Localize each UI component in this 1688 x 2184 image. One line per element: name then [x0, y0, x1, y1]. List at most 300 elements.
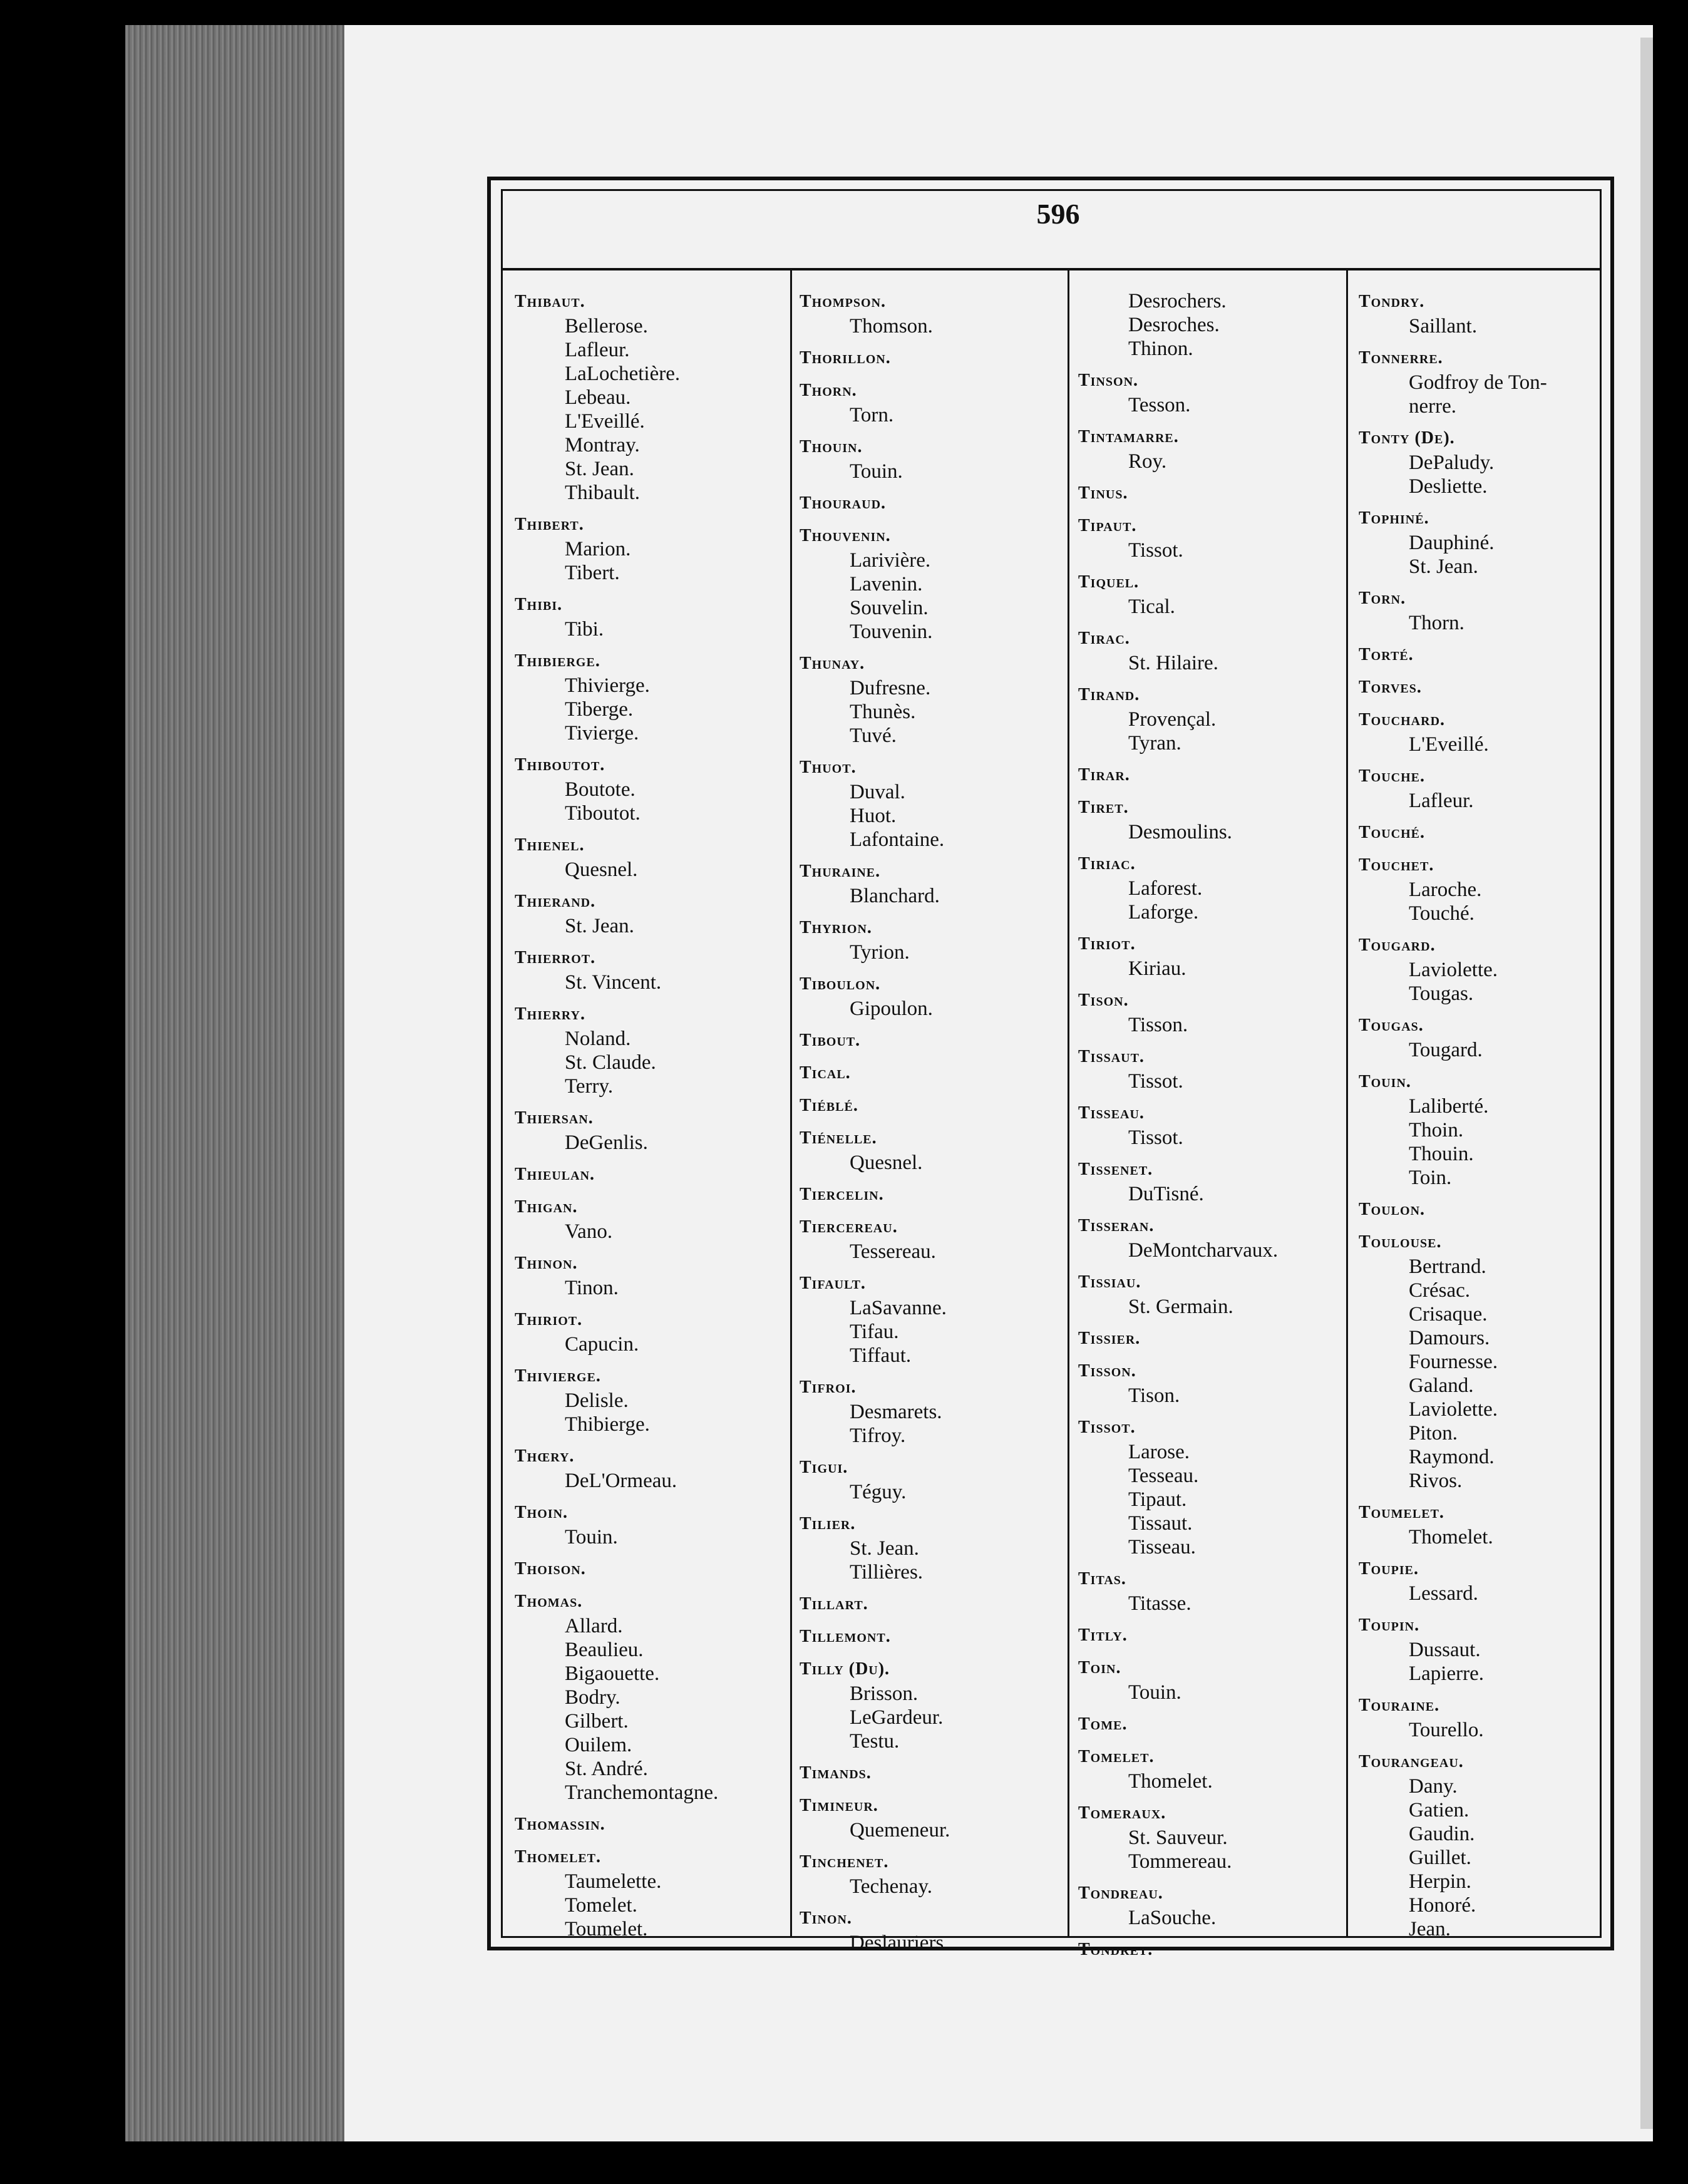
column-3: [1078, 289, 1354, 1970]
surname-entry: [1359, 426, 1597, 498]
variant-name: Laliberté.: [1409, 1095, 1489, 1118]
variant-name: Marion.: [565, 538, 631, 560]
surname-entry: [1078, 481, 1354, 506]
variant-name: Touin.: [850, 460, 903, 483]
variant-name: Lapierre.: [1409, 1662, 1484, 1685]
variant-name: Honoré.: [1409, 1894, 1476, 1917]
entry-spacer: [1078, 361, 1354, 368]
surname-heading: Toin.: [1078, 1658, 1121, 1677]
surname-entry: [1359, 764, 1597, 813]
variant-name: Larose.: [1128, 1441, 1190, 1463]
surname-entry: [1078, 763, 1354, 788]
surname-entry: [515, 1812, 790, 1837]
variant-name: Fournesse.: [1409, 1351, 1498, 1373]
surname-heading: Touchard.: [1359, 710, 1446, 729]
surname-entry: [1078, 1656, 1354, 1704]
variant-name: Touché.: [1409, 902, 1474, 925]
surname-heading: Tiéblé.: [800, 1096, 858, 1115]
surname-heading: Torves.: [1359, 677, 1422, 697]
variant-name: Tiberge.: [565, 698, 634, 721]
surname-heading: Touche.: [1359, 766, 1426, 786]
surname-entry: [1359, 1693, 1597, 1742]
surname-heading: Toupie.: [1359, 1559, 1419, 1579]
variant-name: Tissot.: [1128, 539, 1183, 562]
variant-name: Capucin.: [565, 1333, 639, 1356]
variant-name: Dany.: [1409, 1775, 1458, 1798]
variant-name: Herpin.: [1409, 1870, 1471, 1893]
surname-entry: [800, 1215, 1075, 1264]
variant-name: Tibi.: [565, 618, 604, 641]
surname-heading: Tome.: [1078, 1714, 1128, 1734]
surname-heading: Thibi.: [515, 595, 563, 614]
variant-name: Jean.: [1409, 1918, 1451, 1940]
surname-entry: [800, 1093, 1075, 1118]
page-number: 596: [1036, 198, 1080, 230]
surname-heading: Tophiné.: [1359, 508, 1429, 528]
surname-entry: [1078, 1415, 1354, 1559]
variant-name: LaLochetière.: [565, 363, 681, 385]
variant-name: Lessard.: [1409, 1582, 1478, 1605]
variant-name: Gatien.: [1409, 1799, 1469, 1821]
variant-name: Bodry.: [565, 1686, 620, 1709]
variant-name: Tissaut.: [1128, 1512, 1193, 1535]
surname-heading: Thomelet.: [515, 1847, 602, 1867]
variant-name: Lafontaine.: [850, 828, 945, 851]
variant-name: Thivierge.: [565, 674, 650, 697]
surname-heading: Tondret.: [1078, 1940, 1153, 1959]
surname-entry: [800, 1126, 1075, 1175]
surname-heading: Tintamarre.: [1078, 427, 1179, 446]
surname-entry: [515, 889, 790, 938]
variant-name: Desrochers.: [1128, 290, 1227, 312]
surname-entry: [1078, 1359, 1354, 1408]
variant-name: Tisseau.: [1128, 1536, 1196, 1558]
surname-entry: [1359, 1197, 1597, 1222]
variant-name: Tommereau.: [1128, 1850, 1232, 1873]
surname-entry: [515, 945, 790, 994]
surname-heading: Thorn.: [800, 381, 857, 400]
variant-name: Touvenin.: [850, 621, 933, 643]
surname-heading: Thouin.: [800, 437, 863, 456]
surname-entry: [1359, 675, 1597, 700]
surname-entry: [800, 1375, 1075, 1448]
surname-entry: [800, 651, 1075, 748]
variant-name: Desroches.: [1128, 314, 1220, 336]
surname-entry: [800, 1592, 1075, 1617]
variant-name: Ouilem.: [565, 1734, 632, 1756]
surname-entry: [800, 972, 1075, 1021]
header-rule: [501, 268, 1602, 270]
surname-entry: [515, 753, 790, 825]
surname-heading: Tipaut.: [1078, 516, 1137, 535]
variant-name: Godfroy de Ton-: [1409, 371, 1547, 394]
surname-heading: Tougas.: [1359, 1016, 1424, 1035]
surname-entry: [1359, 1749, 1597, 1941]
variant-name: Tiffaut.: [850, 1344, 912, 1367]
surname-entry: [1078, 1213, 1354, 1262]
surname-entry: [515, 1002, 790, 1098]
variant-name: St. Hilaire.: [1128, 652, 1218, 674]
variant-name: Toin.: [1409, 1167, 1452, 1189]
surname-entry: [800, 1850, 1075, 1898]
surname-entry: [515, 1845, 790, 1941]
surname-heading: Thuraine.: [800, 862, 881, 881]
variant-name: Rivos.: [1409, 1470, 1463, 1492]
surname-entry: [1078, 988, 1354, 1037]
surname-heading: Titas.: [1078, 1569, 1126, 1589]
variant-name: Titasse.: [1128, 1592, 1191, 1615]
surname-entry: [800, 289, 1075, 338]
surname-entry: [1078, 852, 1354, 924]
surname-heading: Thiersan.: [515, 1108, 594, 1128]
variant-name: Allard.: [565, 1615, 623, 1637]
surname-heading: Tisseran.: [1078, 1216, 1155, 1235]
surname-entry: [800, 1061, 1075, 1086]
variant-name: Crésac.: [1409, 1279, 1471, 1302]
surname-entry: [1359, 289, 1597, 338]
variant-name: Tinon.: [565, 1277, 619, 1299]
surname-heading: Thomas.: [515, 1592, 583, 1611]
variant-name: Thibierge.: [565, 1413, 650, 1436]
variant-name: Gipoulon.: [850, 997, 933, 1020]
surname-heading: Tiriot.: [1078, 934, 1136, 954]
variant-name: Taumelette.: [565, 1870, 662, 1893]
variant-name: Gaudin.: [1409, 1823, 1475, 1845]
variant-name: Quemeneur.: [850, 1819, 950, 1841]
surname-heading: Thoison.: [515, 1559, 586, 1579]
surname-entry: [515, 833, 790, 882]
variant-name: Saillant.: [1409, 315, 1478, 337]
surname-entry: [800, 1028, 1075, 1053]
surname-entry: [1359, 708, 1597, 756]
variant-name: Galand.: [1409, 1374, 1474, 1397]
surname-heading: Tirand.: [1078, 685, 1140, 704]
surname-entry: [515, 1106, 790, 1155]
variant-name: Tifroy.: [850, 1424, 906, 1447]
variant-name: Montray.: [565, 434, 640, 456]
surname-entry: [1359, 933, 1597, 1006]
surname-entry: [1078, 1326, 1354, 1351]
variant-name: Vano.: [565, 1220, 613, 1243]
variant-name: Deslauriers.: [850, 1932, 949, 1954]
surname-heading: Touin.: [1359, 1072, 1411, 1091]
surname-entry: [800, 859, 1075, 908]
surname-entry: [1078, 570, 1354, 619]
variant-name: Dussaut.: [1409, 1639, 1481, 1661]
surname-entry: [800, 915, 1075, 964]
variant-name: Delisle.: [565, 1389, 629, 1412]
surname-heading: Thieulan.: [515, 1165, 595, 1184]
variant-name: Boutote.: [565, 778, 636, 801]
surname-heading: Thorillon.: [800, 348, 891, 368]
variant-name: Tifau.: [850, 1321, 899, 1343]
surname-heading: Tilier.: [800, 1514, 856, 1533]
variant-name: LaSavanne.: [850, 1297, 947, 1319]
column-1: [515, 289, 790, 1949]
variant-name: Desliette.: [1409, 475, 1488, 498]
surname-heading: Timineur.: [800, 1796, 878, 1815]
variant-name: St. André.: [565, 1758, 648, 1780]
surname-entry: [1078, 1744, 1354, 1793]
surname-heading: Tillemont.: [800, 1627, 891, 1646]
surname-heading: Tifroi.: [800, 1378, 857, 1397]
surname-entry: [515, 1251, 790, 1300]
variant-name: Tyrion.: [850, 941, 910, 964]
variant-name: Thibault.: [565, 482, 641, 504]
surname-entry: [800, 1182, 1075, 1207]
variant-name: St. Vincent.: [565, 971, 662, 994]
surname-entry: [1078, 1270, 1354, 1319]
surname-heading: Tinson.: [1078, 371, 1139, 390]
variant-name: St. Jean.: [1409, 555, 1478, 578]
surname-heading: Tisseau.: [1078, 1103, 1145, 1123]
surname-entry: [800, 755, 1075, 852]
variant-name: DeL'Ormeau.: [565, 1470, 677, 1492]
surname-entry: [1359, 1557, 1597, 1605]
surname-entry: [1078, 425, 1354, 473]
surname-heading: Thienel.: [515, 835, 585, 855]
variant-name: Laforest.: [1128, 877, 1203, 900]
surname-entry: [515, 1444, 790, 1493]
surname-heading: Thompson.: [800, 292, 887, 311]
surname-heading: Tifault.: [800, 1274, 866, 1293]
surname-entry: [1359, 1613, 1597, 1686]
surname-heading: Thiboutot.: [515, 755, 605, 775]
variant-name: Tisson.: [1128, 1014, 1188, 1036]
surname-entry: [1078, 795, 1354, 844]
surname-heading: Tibout.: [800, 1031, 861, 1050]
variant-name: Tuvé.: [850, 724, 897, 747]
surname-heading: Thoin.: [515, 1503, 569, 1522]
surname-heading: Toulon.: [1359, 1200, 1426, 1219]
surname-heading: Thouraud.: [800, 493, 887, 513]
variant-name: Tourello.: [1409, 1719, 1484, 1741]
variant-name: Laforge.: [1128, 901, 1199, 924]
surname-entry: [1078, 1157, 1354, 1206]
surname-heading: Thomassin.: [515, 1815, 605, 1834]
variant-name: Piton.: [1409, 1422, 1458, 1445]
variant-name: St. Sauveur.: [1128, 1826, 1228, 1849]
surname-heading: Tissaut.: [1078, 1047, 1145, 1066]
variant-name: Tougard.: [1409, 1039, 1483, 1061]
surname-heading: Tourangeau.: [1359, 1752, 1464, 1771]
surname-heading: Thibaut.: [515, 292, 585, 311]
variant-name: Duval.: [850, 781, 905, 803]
surname-entry: [800, 523, 1075, 644]
surname-heading: Tissiau.: [1078, 1272, 1141, 1292]
surname-entry: [515, 512, 790, 585]
surname-entry: [1078, 1044, 1354, 1093]
variant-name: Gilbert.: [565, 1710, 629, 1733]
surname-entry: [800, 491, 1075, 516]
surname-heading: Tiénelle.: [800, 1128, 877, 1148]
column-4: [1359, 289, 1597, 1949]
surname-entry: [515, 1364, 790, 1436]
surname-entry: [1359, 853, 1597, 925]
surname-entry: [515, 1589, 790, 1805]
surname-entry: [515, 1307, 790, 1356]
variant-name: Beaulieu.: [565, 1639, 644, 1661]
variant-name: Touin.: [1128, 1681, 1181, 1704]
variant-name: Brisson.: [850, 1682, 919, 1705]
page-right-edge: [1640, 38, 1653, 2129]
surname-heading: Thierrot.: [515, 948, 596, 967]
variant-name: Tesson.: [1128, 394, 1191, 416]
surname-entry: [1359, 506, 1597, 579]
surname-entry: [1078, 682, 1354, 755]
surname-heading: Thuot.: [800, 758, 857, 777]
variant-name: Thomelet.: [1128, 1770, 1213, 1793]
surname-entry: [800, 435, 1075, 483]
surname-heading: Titly.: [1078, 1625, 1128, 1645]
surname-heading: Touchet.: [1359, 855, 1434, 875]
variant-name: Roy.: [1128, 450, 1167, 473]
surname-entry: [1078, 1712, 1354, 1737]
variant-name: L'Eveillé.: [565, 410, 645, 433]
variant-name: Lavenin.: [850, 573, 923, 595]
variant-name: Guillet.: [1409, 1847, 1471, 1869]
surname-heading: Thibierge.: [515, 651, 600, 671]
surname-entry: [800, 1761, 1075, 1786]
surname-heading: Thierry.: [515, 1004, 585, 1024]
surname-heading: Tison.: [1078, 991, 1129, 1010]
surname-entry: [1359, 1230, 1597, 1493]
variant-name: Thoin.: [1409, 1119, 1464, 1141]
surname-heading: Thyrion.: [800, 918, 872, 937]
variant-name: Blanchard.: [850, 885, 940, 907]
variant-name: Terry.: [565, 1075, 614, 1098]
variant-name: Laroche.: [1409, 878, 1482, 901]
surname-heading: Torn.: [1359, 589, 1406, 608]
variant-name: Lafleur.: [1409, 790, 1474, 812]
surname-entry: [1078, 1801, 1354, 1873]
variant-name: Tyran.: [1128, 732, 1181, 755]
variant-name: Tissot.: [1128, 1070, 1183, 1093]
surname-heading: Tiercereau.: [800, 1217, 898, 1237]
surname-entry: [515, 592, 790, 641]
surname-entry: [1078, 1623, 1354, 1648]
surname-entry: [800, 346, 1075, 371]
surname-heading: Thierand.: [515, 892, 596, 911]
variant-name: Dauphiné.: [1409, 532, 1495, 554]
surname-heading: Thinon.: [515, 1254, 578, 1273]
surname-heading: Tissenet.: [1078, 1160, 1153, 1179]
surname-heading: Tondreau.: [1078, 1883, 1163, 1903]
book-binding-edge: [125, 25, 344, 2141]
variant-name: DePaludy.: [1409, 451, 1495, 474]
surname-heading: Tilly (Du).: [800, 1659, 890, 1679]
surname-heading: Tinus.: [1078, 483, 1128, 503]
surname-heading: Tiquel.: [1078, 572, 1140, 592]
surname-heading: Tirar.: [1078, 765, 1130, 785]
variant-name: LeGardeur.: [850, 1706, 944, 1729]
variant-name: Dufresne.: [850, 677, 931, 699]
surname-entry: [1078, 1567, 1354, 1615]
surname-entry: [515, 1195, 790, 1244]
surname-heading: Tissot.: [1078, 1418, 1136, 1437]
surname-entry: [800, 1271, 1075, 1368]
variant-name: DuTisné.: [1128, 1183, 1204, 1205]
variant-name: Tranchemontagne.: [565, 1781, 719, 1804]
variant-name: Desmarets.: [850, 1401, 942, 1423]
surname-heading: Toulouse.: [1359, 1232, 1442, 1252]
surname-heading: Toumelet.: [1359, 1503, 1444, 1522]
variant-name: Bertrand.: [1409, 1255, 1486, 1278]
variant-name: Laviolette.: [1409, 959, 1498, 981]
variant-name: Larivière.: [850, 549, 931, 572]
surname-heading: Touraine.: [1359, 1696, 1440, 1715]
variant-name: L'Eveillé.: [1409, 733, 1489, 756]
variant-name: Tivierge.: [565, 722, 639, 744]
surname-heading: Thouvenin.: [800, 526, 891, 545]
surname-entry: [800, 1455, 1075, 1504]
surname-heading: Tiboulon.: [800, 974, 881, 994]
surname-heading: Timands.: [800, 1763, 872, 1783]
surname-heading: Tinon.: [800, 1908, 852, 1928]
variant-name: Provençal.: [1128, 708, 1217, 731]
surname-heading: Tiriac.: [1078, 854, 1136, 873]
variant-name: Quesnel.: [850, 1151, 923, 1174]
variant-name: Laviolette.: [1409, 1398, 1498, 1421]
surname-heading: Tissier.: [1078, 1329, 1141, 1348]
variant-name: Desmoulins.: [1128, 821, 1232, 843]
surname-heading: Thibert.: [515, 515, 584, 534]
surname-heading: Tiret.: [1078, 798, 1129, 817]
surname-heading: Thœry.: [515, 1446, 575, 1466]
variant-name: Kiriau.: [1128, 957, 1186, 980]
variant-name: Tougas.: [1409, 982, 1474, 1005]
surname-entry: [515, 649, 790, 745]
surname-heading: Tisson.: [1078, 1361, 1136, 1381]
variant-name: Thomelet.: [1409, 1526, 1493, 1548]
variant-name: St. Claude.: [565, 1051, 656, 1074]
surname-heading: Tonnerre.: [1359, 348, 1443, 368]
surname-entry: [1078, 1937, 1354, 1962]
surname-heading: Tomeraux.: [1078, 1803, 1166, 1823]
surname-entry: [1359, 586, 1597, 635]
surname-entry: [800, 1657, 1075, 1753]
surname-heading: Tigui.: [800, 1458, 848, 1477]
surname-entry: [1359, 1500, 1597, 1549]
surname-heading: Thigan.: [515, 1197, 578, 1217]
surname-entry: [1359, 642, 1597, 667]
variant-name: Souvelin.: [850, 597, 929, 619]
surname-entry: [800, 1624, 1075, 1649]
surname-entry: [1359, 346, 1597, 418]
column-2: [800, 289, 1075, 1962]
variant-name: Toumelet.: [565, 1918, 648, 1940]
surname-entry: [800, 1793, 1075, 1842]
variant-name: Thinon.: [1128, 337, 1193, 360]
surname-heading: Thunay.: [800, 654, 865, 673]
variant-name: Crisaque.: [1409, 1303, 1488, 1326]
variant-name: Noland.: [565, 1028, 631, 1050]
variant-name: St. Jean.: [565, 915, 634, 937]
variant-name: Tibert.: [565, 562, 620, 584]
variant-name: Raymond.: [1409, 1446, 1495, 1468]
variant-name: Huot.: [850, 805, 897, 827]
surname-entry: [1359, 1013, 1597, 1062]
surname-heading: Touché.: [1359, 823, 1426, 842]
variant-name: Tipaut.: [1128, 1488, 1187, 1511]
column-divider: [790, 270, 792, 1938]
surname-entry: [800, 1512, 1075, 1584]
surname-heading: Tinchenet.: [800, 1852, 889, 1872]
variant-name: St. Jean.: [565, 458, 634, 480]
variant-name: Tomelet.: [565, 1894, 637, 1917]
variant-name: nerre.: [1409, 395, 1457, 418]
surname-entry: [515, 1500, 790, 1549]
